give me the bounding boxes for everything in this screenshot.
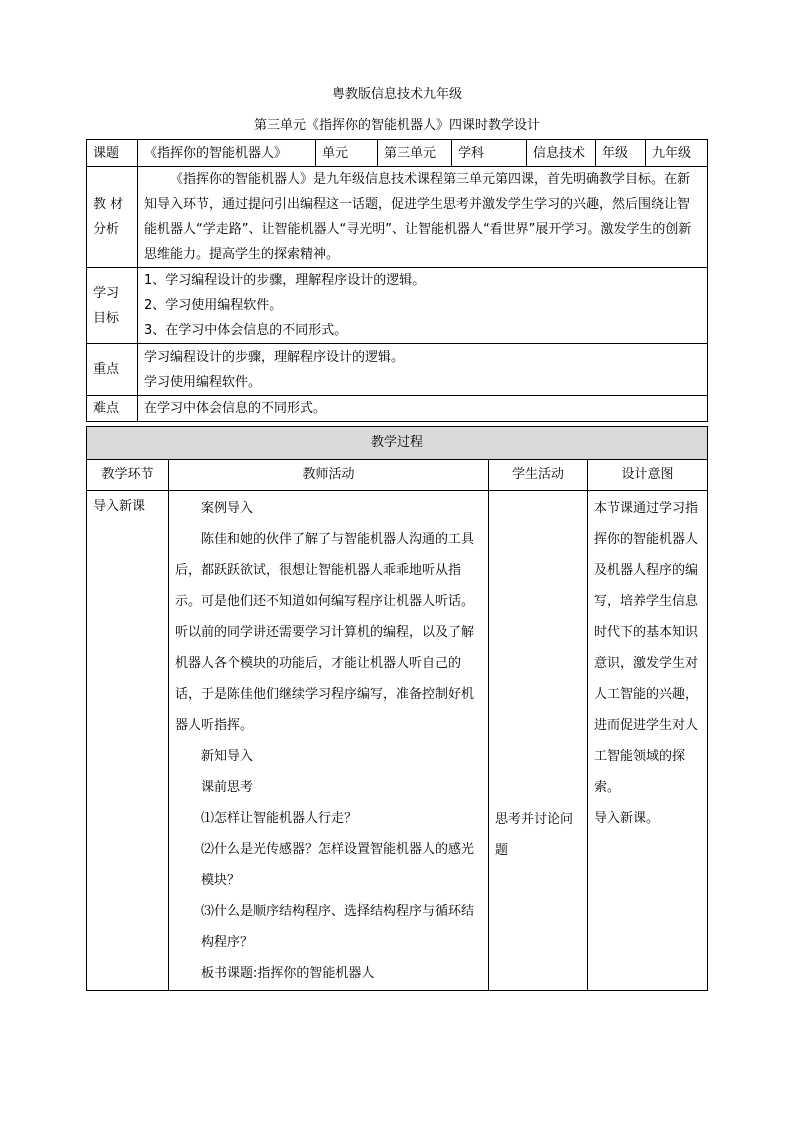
column-header-intent: 设计意图 xyxy=(588,460,708,491)
goals-label xyxy=(87,268,138,344)
analysis-label-line2: 分析 xyxy=(93,222,120,237)
goals-label-line1: 学习 xyxy=(93,285,120,301)
student-activity-cell: 思考并讨论问题 xyxy=(489,491,588,991)
case-heading: 案例导入 xyxy=(201,501,254,516)
analysis-label-line1: 教 材 xyxy=(93,197,124,212)
topic-label: 课题 xyxy=(87,140,138,167)
stage-cell: 导入新课 xyxy=(87,491,169,991)
document-subtitle: 第三单元《指挥你的智能机器人》四课时教学设计 xyxy=(253,118,540,133)
analysis-label xyxy=(87,167,138,268)
unit-label: 单元 xyxy=(316,140,378,167)
pre-class-thinking-heading: 课前思考 xyxy=(201,780,254,795)
column-header-teacher: 教师活动 xyxy=(169,460,489,491)
document-title: 粤教版信息技术九年级 xyxy=(331,87,462,102)
teacher-activity-cell xyxy=(169,491,489,991)
goals-label-line2: 目标 xyxy=(93,310,120,326)
new-knowledge-heading: 新知导入 xyxy=(201,749,254,764)
teaching-process-table xyxy=(86,426,708,991)
difficulty-text: 在学习中体会信息的不同形式。 xyxy=(138,396,708,422)
topic-value: 《指挥你的智能机器人》 xyxy=(138,140,316,167)
case-text: 陈佳和她的伙伴了解了与智能机器人沟通的工具后，都跃跃欲试，很想让智能机器人乖乖地听从指示。可是他们还不知道如何编写程序让机器人听话。听以前的同学讲还需要学习计算机的编程，以及了解机器人各个模块的功能后，才能让机器人听自己的话，于是陈佳他们继续学习程序编写，准备控制好机器人听指挥。 xyxy=(175,532,475,733)
lesson-info-table xyxy=(86,139,708,422)
design-intent-text: 本节课通过学习指挥你的智能机器人及机器人程序的编写，培养学生信息时代下的基本知识意识，激发学生对人工智能的兴趣，进而促进学生对人工智能领域的探索。 xyxy=(594,501,699,795)
question-3: ⑶什么是顺序结构程序、选择结构程序与循环结构程序？ xyxy=(201,904,475,950)
subject-value: 信息技术 xyxy=(527,140,596,167)
key-points-label: 重点 xyxy=(87,344,138,396)
design-intent-text-2: 导入新课。 xyxy=(594,811,660,826)
goals-list xyxy=(138,268,708,344)
difficulty-label: 难点 xyxy=(87,396,138,422)
grade-value: 九年级 xyxy=(646,140,708,167)
column-header-student: 学生活动 xyxy=(489,460,588,491)
grade-label: 年级 xyxy=(596,140,646,167)
goal-item: 3、在学习中体会信息的不同形式。 xyxy=(144,323,348,338)
design-intent-cell xyxy=(588,491,708,991)
board-topic: 板书课题:指挥你的智能机器人 xyxy=(201,966,375,981)
goal-item: 2、学习使用编程软件。 xyxy=(144,298,283,313)
key-point-item: 学习编程设计的步骤，理解程序设计的逻辑。 xyxy=(144,349,405,365)
process-title: 教学过程 xyxy=(87,427,708,460)
column-header-stage: 教学环节 xyxy=(87,460,169,491)
analysis-text: 《指挥你的智能机器人》是九年级信息技术课程第三单元第四课，首先明确教学目标。在新知导入环节，通过提问引出编程这一话题，促进学生思考并激发学生学习的兴趣，然后围绕让智能机器人“学走路”、让智能机器人“寻光明”、让智能机器人“看世界”展开学习。激发学生的创新思维能力。提高学生的探索精神。 xyxy=(138,167,708,268)
question-2: ⑵什么是光传感器？怎样设置智能机器人的感光模块？ xyxy=(201,842,475,888)
key-point-item: 学习使用编程软件。 xyxy=(144,374,262,390)
goal-item: 1、学习编程设计的步骤，理解程序设计的逻辑。 xyxy=(144,273,426,288)
subject-label: 学科 xyxy=(452,140,527,167)
unit-value: 第三单元 xyxy=(378,140,452,167)
question-1: ⑴怎样让智能机器人行走？ xyxy=(201,811,358,826)
key-points-list xyxy=(138,344,708,396)
